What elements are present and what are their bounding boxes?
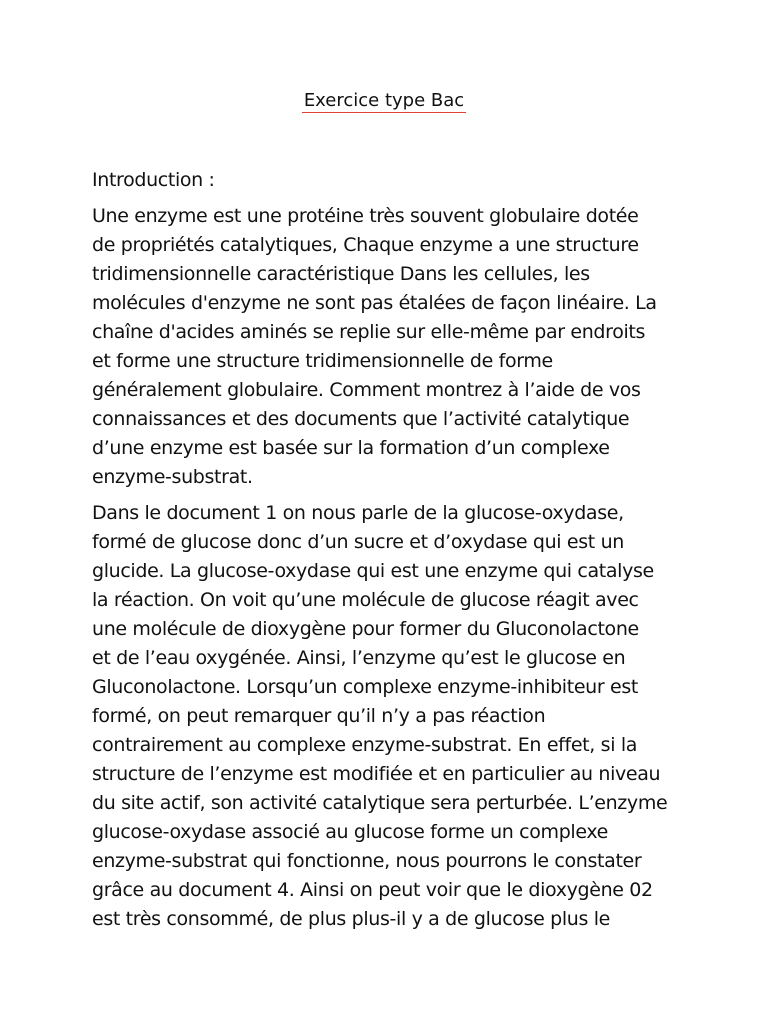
document-title-line — [0, 88, 768, 114]
paragraph-document-1: Dans le document 1 on nous parle de la glucose-oxydase, formé de glucose donc d’un sucre et d’oxydase qui est un glucide. La glucose-oxydase qui est une enzyme qui catalyse la réaction. On voit qu’une molécule de glucose réagit avec une molécule de dioxygène pour former du Gluconolactone et de l’eau oxygénée. Ainsi, l’enzyme qu’est le glucose en Gluconolactone. Lorsqu’un complexe enzyme-inhibiteur est formé, on peut remarquer qu’il n’y a pas réaction contrairement au complexe enzyme-substrat. En effet, si la structure de l’enzyme est modifiée et en particulier au niveau du site actif, son activité catalytique sera perturbée. L’enzyme glucose-oxydase associé au glucose forme un complexe enzyme-substrat qui fonctionne, nous pourrons le constater grâce au document 4. Ainsi on peut voir que le dioxygène 02 est très consommé, de plus plus-il y a de glucose plus le — [92, 502, 668, 930]
section-heading: Introduction : — [92, 169, 215, 191]
document-body — [92, 166, 692, 941]
paragraph-introduction: Une enzyme est une protéine très souvent globulaire dotée de propriétés catalytiques, Chaque enzyme a une structure tridimensionnelle caractéristique Dans les cellules, les molécules d'enzyme ne sont pas étalées de façon linéaire. La chaîne d'acides aminés se replie sur elle-même par endroits et forme une structure tridimensionnelle de forme généralement globulaire. Comment montrez à l’aide de vos connaissances et des documents que l’activité catalytique d’une enzyme est basée sur la formation d’un complexe enzyme-substrat. — [92, 205, 657, 488]
document-title: Exercice type Bac — [303, 90, 465, 111]
